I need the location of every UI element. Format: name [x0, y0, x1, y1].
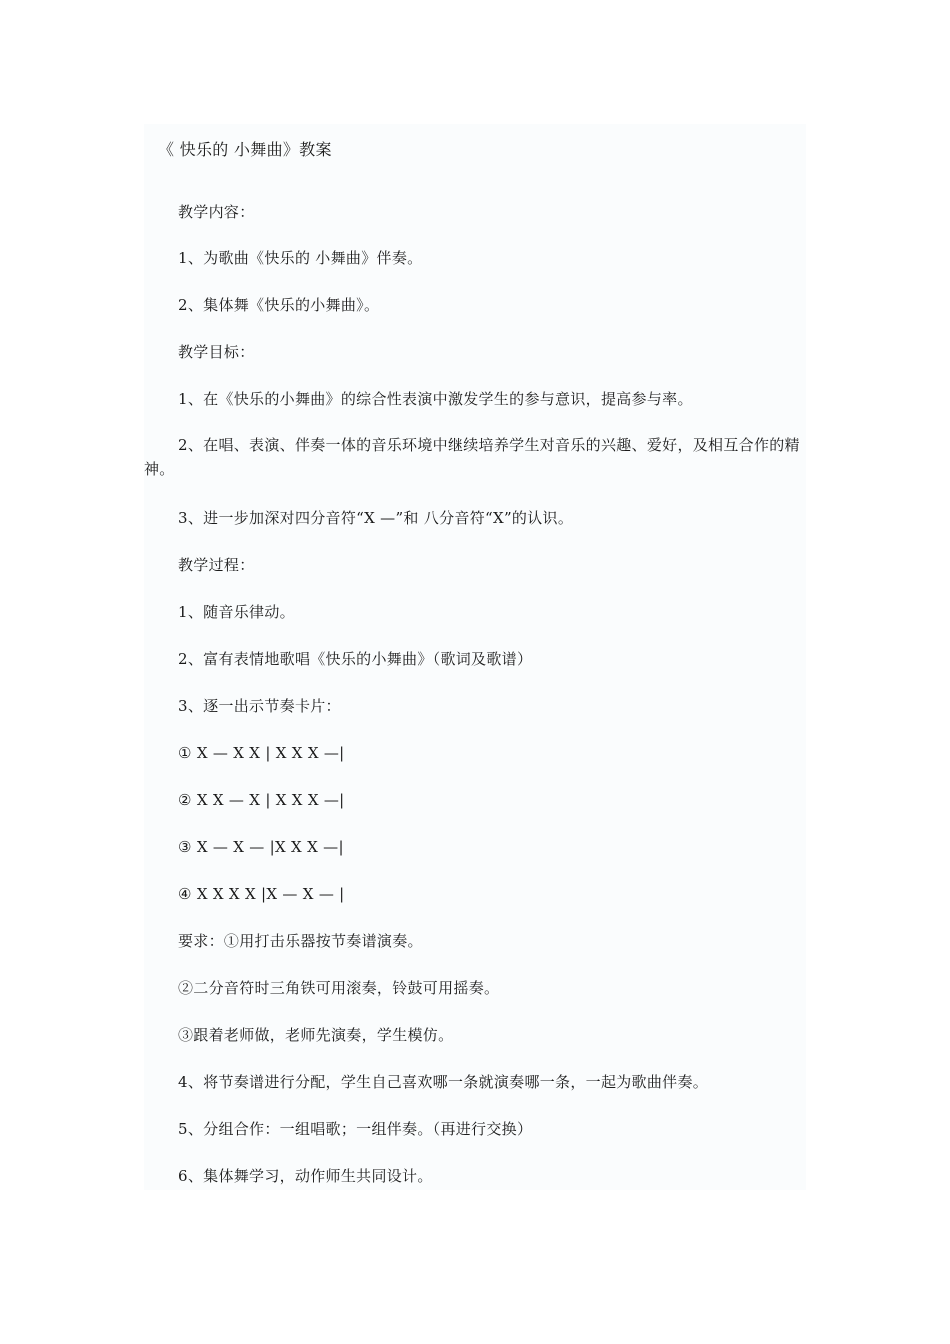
process-step-5: 5、分组合作：一组唱歌；一组伴奏。（再进行交换）: [178, 1120, 533, 1138]
process-step-2: 2、富有表情地歌唱《快乐的小舞曲》（歌词及歌谱）: [178, 650, 533, 668]
requirement-3: ③跟着老师做，老师先演奏，学生模仿。: [178, 1026, 454, 1044]
requirement-1: 要求：①用打击乐器按节奏谱演奏。: [178, 932, 423, 950]
process-step-3: 3、逐一出示节奏卡片：: [178, 697, 341, 715]
section-heading-process: 教学过程：: [178, 556, 255, 574]
goal-item-2: 2、在唱、表演、伴奏一体的音乐环境中继续培养学生对音乐的兴趣、爱好，及相互合作的精神。: [144, 436, 800, 478]
process-step-6: 6、集体舞学习，动作师生共同设计。: [178, 1167, 433, 1185]
rhythm-card-3: ③ X — X — |X X X —|: [178, 838, 344, 856]
rhythm-card-1: ① X — X X | X X X —|: [178, 744, 345, 762]
goal-item-1: 1、在《快乐的小舞曲》的综合性表演中激发学生的参与意识，提高参与率。: [178, 390, 693, 408]
process-step-4: 4、将节奏谱进行分配，学生自己喜欢哪一条就演奏哪一条，一起为歌曲伴奏。: [178, 1073, 709, 1091]
goal-item-3: 3、进一步加深对四分音符“X —”和 八分音符“X”的认识。: [178, 509, 574, 527]
rhythm-card-2: ② X X — X | X X X —|: [178, 791, 345, 809]
requirement-2: ②二分音符时三角铁可用滚奏，铃鼓可用摇奏。: [178, 979, 500, 997]
section-heading-goals: 教学目标：: [178, 343, 255, 361]
content-item-1: 1、为歌曲《快乐的 小舞曲》伴奏。: [178, 249, 423, 267]
content-item-2: 2、集体舞《快乐的小舞曲》。: [178, 296, 380, 314]
process-step-1: 1、随音乐律动。: [178, 603, 295, 621]
section-heading-content: 教学内容：: [178, 203, 255, 221]
rhythm-card-4: ④ X X X X |X — X — |: [178, 885, 345, 903]
document-title: 《 快乐的 小舞曲》教案: [158, 140, 332, 159]
document-page: [144, 124, 806, 1190]
